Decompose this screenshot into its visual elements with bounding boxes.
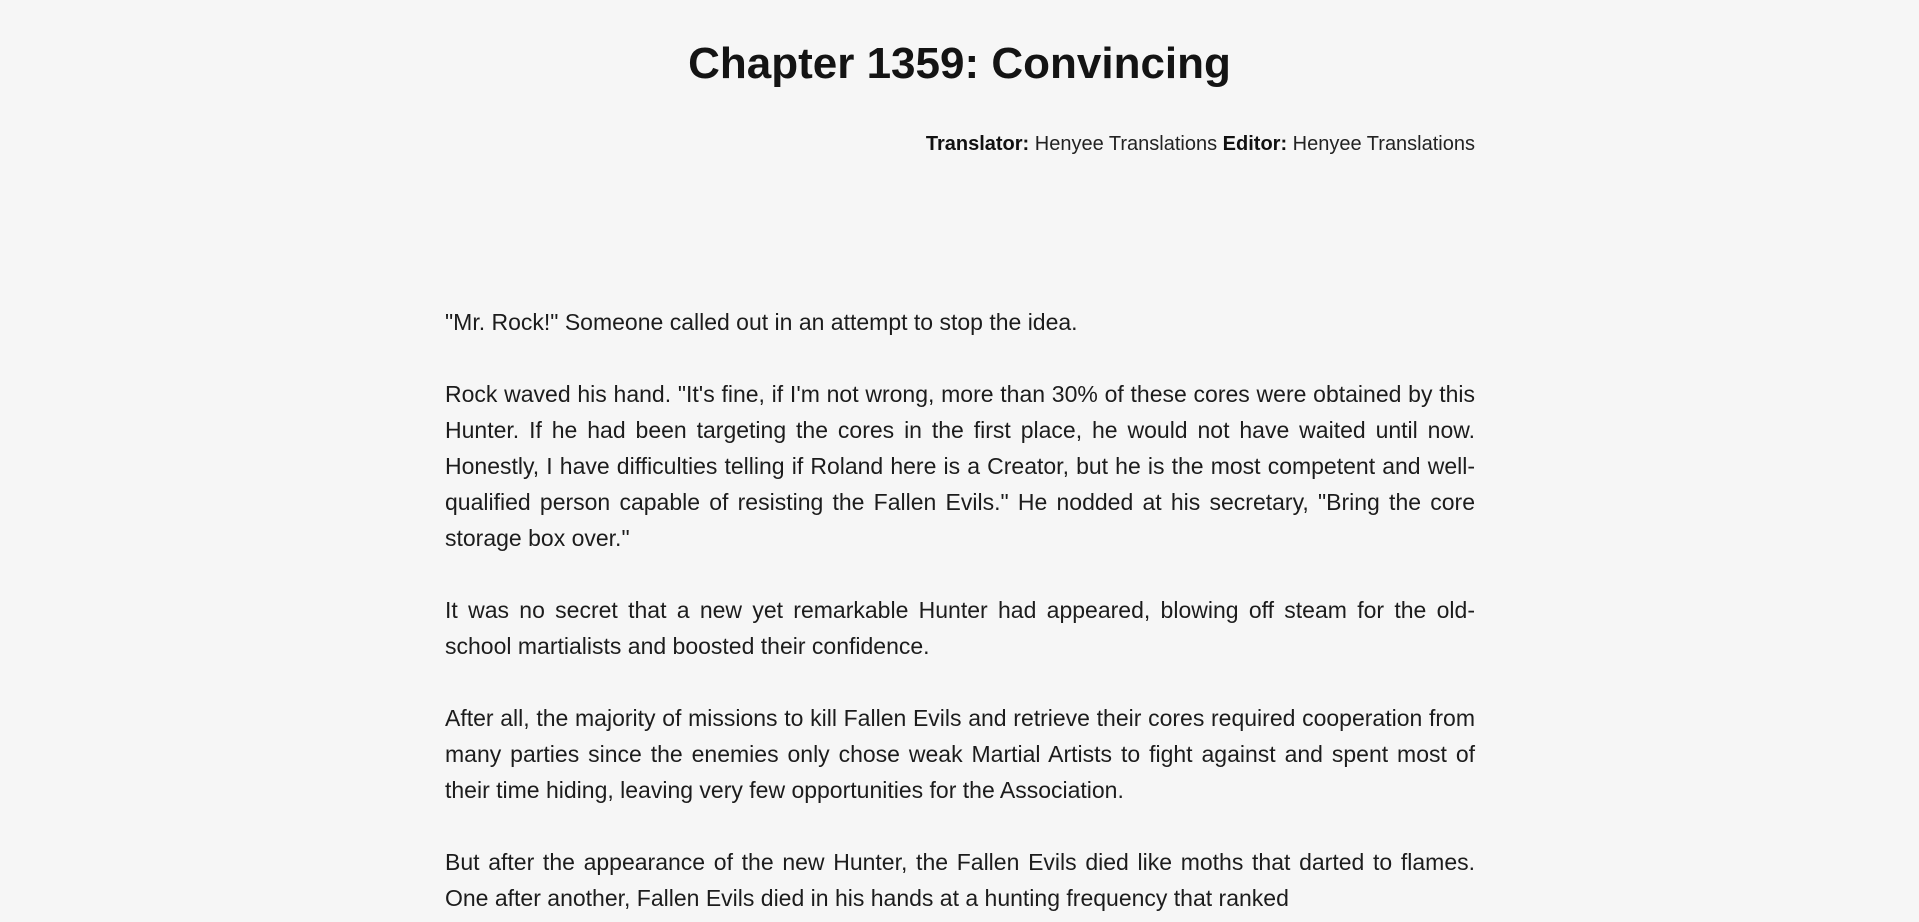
paragraph: But after the appearance of the new Hunter, the Fallen Evils died like moths that darted to flames. One after another, Fallen Evils died in his hands at a hunting frequency that ranked (445, 849, 1475, 911)
chapter-content (445, 304, 1475, 922)
translator-label: Translator: (925, 133, 1030, 155)
paragraph: After all, the majority of missions to kill Fallen Evils and retrieve their cores required cooperation from many parties since the enemies only chose weak Martial Artists to fight against and spent most of their time hiding, leaving very few opportunities for the Association. (445, 705, 1475, 803)
paragraph: Rock waved his hand. "It's fine, if I'm not wrong, more than 30% of these cores were obtained by this Hunter. If he had been targeting the cores in the first place, he would not have waited until now. Honestly, I have difficulties telling if Roland here is a Creator, but he is the most competent and well-qualified person capable of resisting the Fallen Evils." He nodded at his secretary, "Bring the core storage box over." (445, 381, 1475, 551)
paragraph: "Mr. Rock!" Someone called out in an attempt to stop the idea. (445, 309, 1078, 335)
chapter-title: Chapter 1359: Convincing (688, 39, 1231, 88)
editor-name: Henyee Translations (1292, 133, 1475, 155)
credits-line (926, 130, 1475, 158)
editor-label: Editor: (1222, 133, 1288, 155)
paragraph: It was no secret that a new yet remarkable Hunter had appeared, blowing off steam for the old-school martialists and boosted their confidence. (445, 597, 1475, 659)
translator-name: Henyee Translations (1034, 133, 1218, 155)
